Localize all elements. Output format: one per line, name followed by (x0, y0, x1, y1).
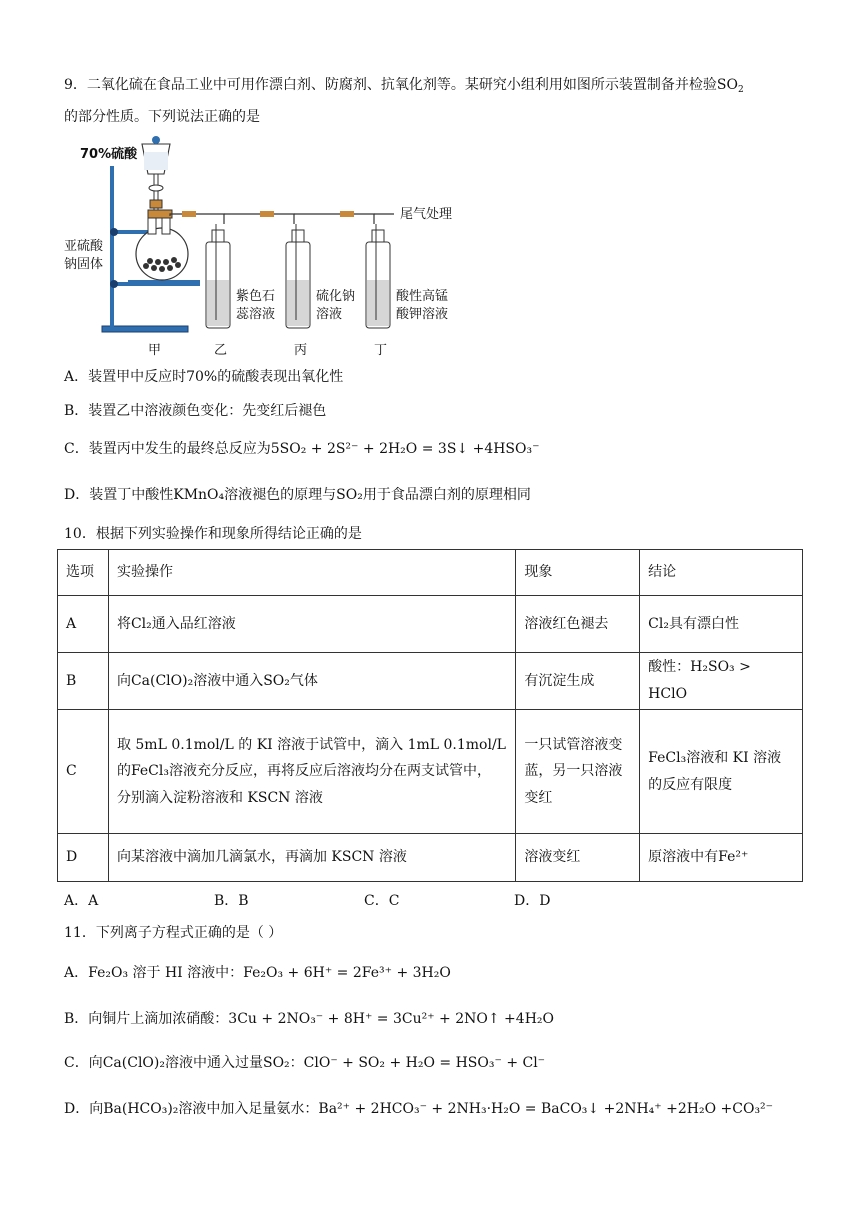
table-row[interactable]: B 向Ca(ClO)₂溶液中通入SO₂气体 有沉淀生成 酸性：H₂SO₃ > HClO (58, 653, 803, 710)
table-row[interactable]: D 向某溶液中滴加几滴氯水，再滴加 KSCN 溶液 溶液变红 原溶液中有Fe²⁺ (58, 834, 803, 882)
bottle-ding (366, 224, 390, 328)
label-ding-sol-1: 酸性高锰 (396, 289, 449, 304)
q10-stem: 10．根据下列实验操作和现象所得结论正确的是 (64, 526, 362, 542)
support-plate (128, 280, 200, 286)
q10-choice-a[interactable]: A．A (64, 893, 99, 909)
label-solid-1: 亚硫酸 (64, 239, 104, 254)
label-ding: 丁 (374, 343, 388, 358)
q10-choices (64, 890, 664, 910)
label-ding-sol-2: 酸钾溶液 (396, 307, 449, 322)
q11-option-c-equation: ClO⁻ + SO₂ + H₂O = HSO₃⁻ + Cl⁻ (303, 1055, 546, 1071)
q9-stem-line2: 的部分性质。下列说法正确的是 (64, 109, 260, 125)
label-acid: 70%硫酸 (80, 147, 138, 162)
label-yi-sol-1: 紫色石 (236, 289, 276, 304)
q11-option-d-equation: Ba²⁺ + 2HCO₃⁻ + 2NH₃·H₂O = BaCO₃↓ +2NH₄⁺ +2H₂O +CO₃²⁻ (318, 1101, 774, 1117)
q9-option-d[interactable]: D．装置丁中酸性KMnO₄溶液褪色的原理与SO₂用于食品漂白剂的原理相同 (64, 487, 531, 503)
label-bing-sol-1: 硫化钠 (316, 289, 356, 304)
header-phenomenon: 现象 (516, 550, 640, 596)
q11-option-a[interactable]: A．Fe₂O₃ 溶于 HI 溶液中：Fe₂O₃ + 6H⁺ = 2Fe³⁺ + 3H₂O (64, 965, 451, 981)
header-conclusion: 结论 (640, 550, 803, 596)
q11-stem: 11．下列离子方程式正确的是（ ） (64, 925, 283, 941)
label-bing-sol-2: 溶液 (316, 307, 343, 322)
q10-choice-b[interactable]: B．B (214, 893, 249, 909)
q11-option-b-equation: 3Cu + 2NO₃⁻ + 8H⁺ = 3Cu²⁺ + 2NO↑ +4H₂O (228, 1011, 554, 1027)
label-solid-2: 钠固体 (64, 257, 104, 272)
q9-so2: SO (716, 77, 738, 93)
label-yi-sol-2: 蕊溶液 (236, 307, 276, 322)
q9-option-a[interactable]: A．装置甲中反应时70%的硫酸表现出氧化性 (64, 369, 344, 385)
header-option: 选项 (58, 550, 109, 596)
label-tail: 尾气处理 (400, 207, 453, 222)
q9-option-b[interactable]: B．装置乙中溶液颜色变化：先变红后褪色 (64, 403, 327, 419)
q11-option-c[interactable]: C．向Ca(ClO)₂溶液中通入过量SO₂：ClO⁻ + SO₂ + H₂O = HSO₃⁻ + Cl⁻ (64, 1055, 546, 1071)
table-row[interactable]: C 取 5mL 0.1mol/L 的 KI 溶液于试管中，滴入 1mL 0.1mol/L 的FeCl₃溶液充分反应，再将反应后溶液均分在两支试管中， 分别滴入淀粉溶液和 KSCN 溶液 一只试管溶液变 蓝，另一只溶液 变红 FeCl₃溶液和 KI 溶液 的反应有限度 (58, 710, 803, 834)
label-bing: 丙 (294, 343, 308, 358)
table-row[interactable]: A 将Cl₂通入品红溶液 溶液红色褪去 Cl₂具有漂白性 (58, 596, 803, 653)
label-jia: 甲 (148, 343, 162, 358)
stand-rod (110, 166, 114, 328)
q11-option-a-equation: Fe₂O₃ + 6H⁺ = 2Fe³⁺ + 3H₂O (243, 965, 451, 981)
q11-option-d[interactable]: D．向Ba(HCO₃)₂溶液中加入足量氨水：Ba²⁺ + 2HCO₃⁻ + 2NH₃·H₂O = BaCO₃↓ +2NH₄⁺ +2H₂O +CO₃²⁻ (64, 1101, 774, 1117)
q9-stem-line1: 9．二氧化硫在食品工业中可用作漂白剂、防腐剂、抗氧化剂等。某研究小组利用如图所示装置制备并检验$SO_2$ (64, 77, 744, 95)
q11-option-b[interactable]: B．向铜片上滴加浓硝酸：3Cu + 2NO₃⁻ + 8H⁺ = 3Cu²⁺ + 2NO↑ +4H₂O (64, 1011, 554, 1027)
q10-choice-d[interactable]: D．D (514, 893, 551, 909)
round-flask (136, 228, 188, 280)
table-header-row (58, 550, 803, 596)
q9-option-c[interactable]: C．装置丙中发生的最终总反应为5SO₂ + 2S²⁻ + 2H₂O = 3S↓ +4HSO₃⁻ (64, 441, 540, 457)
bottle-bing (286, 224, 310, 328)
apparatus-figure (64, 130, 494, 362)
stand-base (102, 326, 188, 332)
q10-table (57, 549, 803, 882)
q10-choice-c[interactable]: C．C (364, 893, 400, 909)
label-yi: 乙 (214, 343, 228, 358)
bottle-yi (206, 224, 230, 328)
q9-option-c-equation: 5SO₂ + 2S²⁻ + 2H₂O = 3S↓ +4HSO₃⁻ (270, 441, 540, 457)
header-operation: 实验操作 (108, 550, 515, 596)
